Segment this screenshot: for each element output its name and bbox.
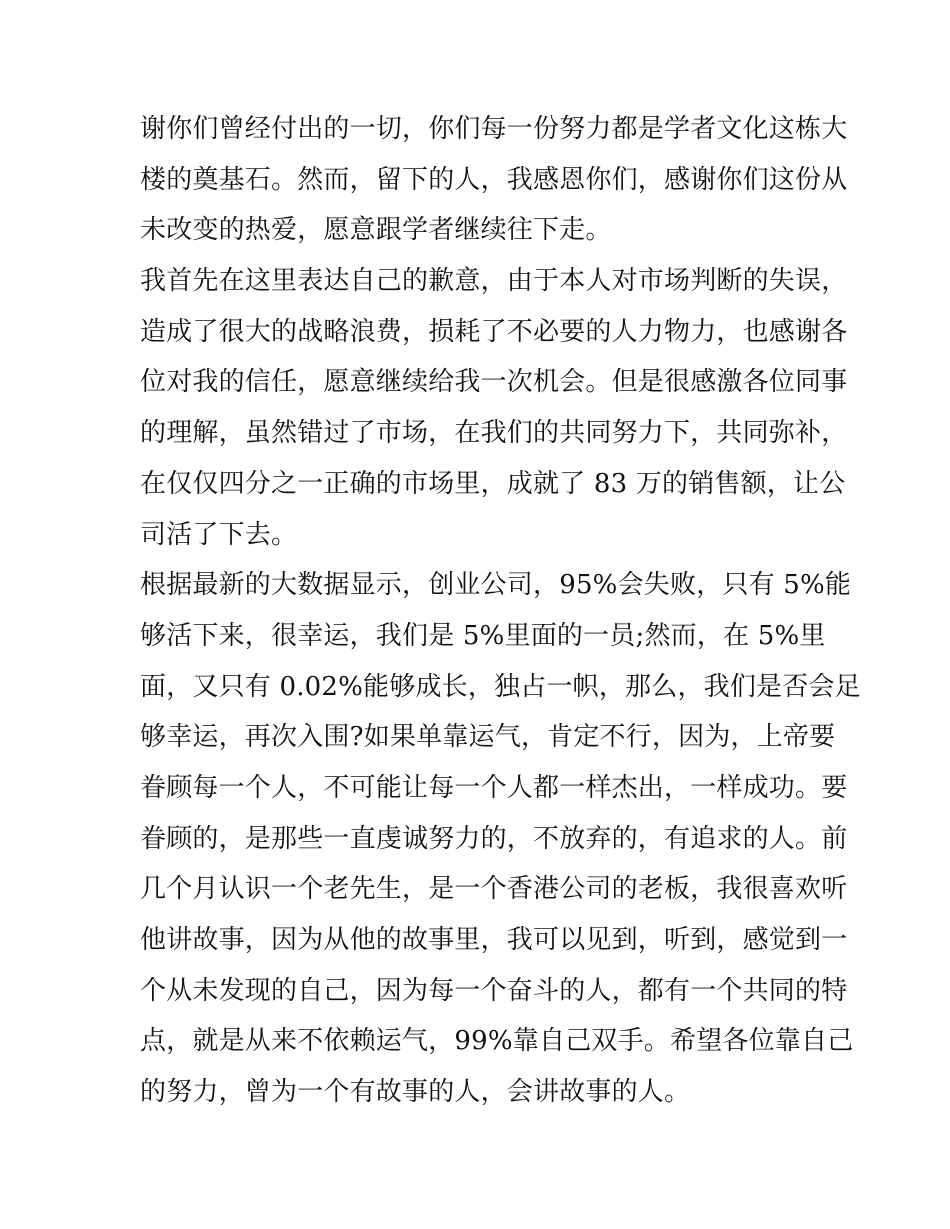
text-line: 的努力，曾为一个有故事的人，会讲故事的人。: [140, 1077, 691, 1108]
text-line: 面，又只有 0.02%能够成长，独占一帜，那么，我们是否会足: [140, 671, 861, 702]
text-line: 司活了下去。: [140, 519, 298, 550]
text-line: 眷顾每一个人，不可能让每一个人都一样杰出，一样成功。要: [140, 772, 848, 803]
paragraph: [140, 256, 848, 560]
text-line: 谢你们曾经付出的一切，你们每一份努力都是学者文化这栋大: [140, 114, 848, 144]
text-line: 楼的奠基石。然而，留下的人，我感恩你们，感谢你们这份从: [140, 164, 848, 195]
text-line: 在仅仅四分之一正确的市场里，成就了 83 万的销售额，让公: [140, 468, 846, 499]
text-line: 造成了很大的战略浪费，损耗了不必要的人力物力，也感谢各: [140, 316, 848, 347]
paragraph: [140, 104, 848, 256]
text-line: 点，就是从来不依赖运气，99%靠自己双手。希望各位靠自己: [140, 1026, 854, 1057]
text-line: 的理解，虽然错过了市场，在我们的共同努力下，共同弥补，: [140, 418, 848, 449]
text-line: 位对我的信任，愿意继续给我一次机会。但是很感激各位同事: [140, 367, 848, 398]
text-line: 够幸运，再次入围?如果单靠运气，肯定不行，因为，上帝要: [140, 722, 836, 753]
text-line: 他讲故事，因为从他的故事里，我可以见到，听到，感觉到一: [140, 925, 848, 955]
paragraph: [140, 560, 861, 1118]
text-line: 眷顾的，是那些一直虔诚努力的，不放弃的，有追求的人。前: [140, 823, 848, 854]
text-line: 几个月认识一个老先生，是一个香港公司的老板，我很喜欢听: [140, 874, 848, 905]
text-line: 根据最新的大数据显示，创业公司，95%会失败，只有 5%能: [140, 570, 852, 601]
body-text: [140, 104, 861, 1118]
text-line: 我首先在这里表达自己的歉意，由于本人对市场判断的失误，: [140, 266, 848, 297]
text-line: 够活下来，很幸运，我们是 5%里面的一员;然而，在 5%里: [140, 620, 826, 651]
text-line: 未改变的热爱，愿意跟学者继续往下走。: [140, 215, 612, 246]
text-line: 个从未发现的自己，因为每一个奋斗的人，都有一个共同的特: [140, 975, 848, 1006]
